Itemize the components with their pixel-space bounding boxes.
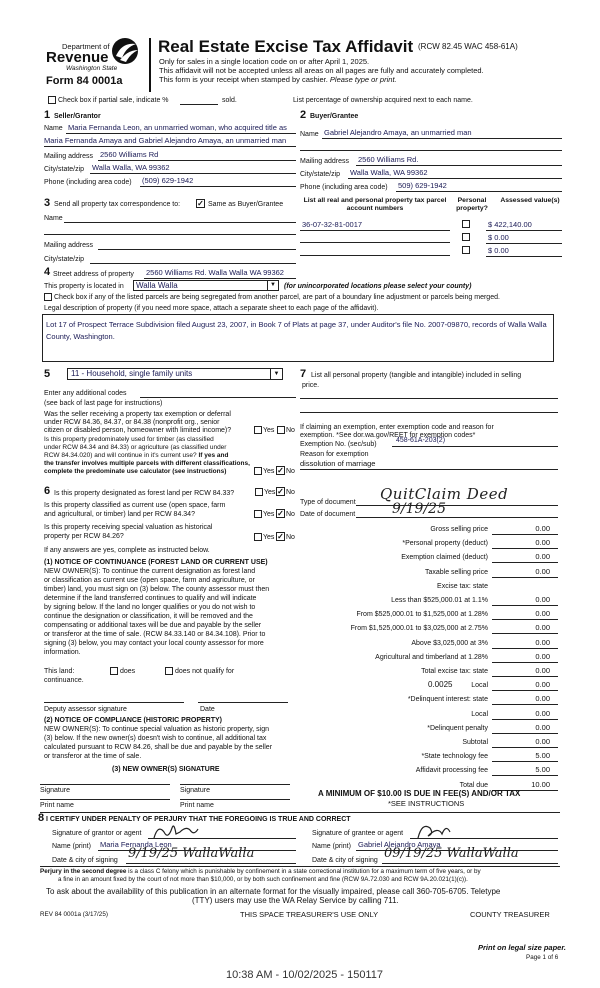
header-note-1: Only for sales in a single location code on or after April 1, 2025. [159, 57, 370, 66]
sec6-q2-no-checkbox[interactable]: ✓ [277, 509, 284, 518]
legal-paper-note: Print on legal size paper. [478, 943, 566, 952]
personal-property-line-2 [300, 412, 558, 413]
see-back-note: (see back of last page for instructions) [44, 400, 163, 407]
sec7-label-line2: price. [302, 382, 320, 389]
tax-row-value[interactable]: 0.00 [535, 595, 550, 604]
form-number: Form 84 0001a [46, 75, 123, 87]
does-label: does [120, 668, 136, 675]
sec6-q3-line1: Is this property receiving special valuation as historical [44, 524, 213, 531]
sec3-city-label: City/state/zip [44, 256, 85, 263]
owner-print-line-2 [180, 799, 290, 800]
dept-label: Department of [62, 42, 110, 51]
section-3-number: 3 [44, 197, 51, 209]
seller-phone-value[interactable]: (509) 629-1942 [142, 176, 194, 185]
tax-row-label: Above $3,025,000 at 3% [411, 639, 488, 647]
seller-name-label: Name [44, 125, 63, 132]
minimum-due-note: A MINIMUM OF $10.00 IS DUE IN FEE(S) AND/OR TAX [318, 789, 521, 798]
located-label: This property is located in [44, 283, 124, 290]
chevron-down-icon[interactable]: ▼ [267, 281, 278, 290]
does-not-qualify-checkbox[interactable] [165, 667, 173, 675]
section-2-number: 2 [300, 109, 307, 121]
deputy-sig-line [44, 702, 184, 703]
q2-bold-line3: complete the predominate use calculator (see instructions) [44, 468, 227, 475]
tax-row-label: Affidavit processing fee [415, 767, 488, 775]
deputy-date-label: Date [200, 706, 215, 713]
sec3-mailing-underline [98, 249, 296, 250]
tax-row-label: Taxable selling price [424, 568, 488, 576]
tax-row-value[interactable]: 0.00 [535, 524, 550, 533]
tax-row-label: Gross selling price [430, 526, 488, 533]
rcw-ref: (RCW 82.45 WAC 458-61A) [418, 42, 518, 51]
doc-type-underline [356, 505, 558, 506]
buyer-city-underline [348, 178, 562, 179]
tax-row-label: From $525,000.01 to $1,525,000 at 1.28% [356, 611, 488, 619]
seller-name-underline [66, 133, 296, 134]
tax-row-underline [492, 577, 558, 578]
street-underline [144, 278, 296, 279]
grantor-sig-label: Signature of grantor or agent [52, 830, 142, 837]
page-title: Real Estate Excise Tax Affidavit [158, 37, 414, 56]
section-7-number: 7 [300, 368, 307, 380]
tax-row-label: Local [471, 682, 488, 690]
sec6-q2-yes-label: Yes [263, 511, 275, 518]
notice1-line: continue the designation or classification, it will be removed and the [44, 613, 253, 620]
buyer-phone-underline [396, 191, 562, 192]
sec6-q3-no-label: No [286, 534, 295, 541]
sec6-q1-no-checkbox[interactable]: ✓ [277, 487, 284, 496]
q1-yes-label: Yes [263, 427, 275, 434]
tax-row-label: Less than $525,000.01 at 1.1% [391, 597, 488, 604]
notice1-line: signing (3) below, you may contact your local county assessor for more [44, 640, 264, 647]
tax-row-underline [492, 605, 558, 606]
tax-row-value[interactable]: 0.00 [535, 552, 550, 562]
buyer-name-label: Name [300, 131, 319, 138]
footer-rule [40, 866, 560, 867]
county-treasurer-label: COUNTY TREASURER [470, 910, 550, 919]
tax-row-label: Local [471, 710, 488, 718]
seller-name-line1[interactable]: Maria Fernanda Leon, an unmarried woman, who acquired title as [68, 123, 287, 132]
q2-yes-label: Yes [263, 468, 275, 475]
q2-bold-line2: the transfer involves multiple parcels with different classifications, [44, 460, 250, 467]
tax-row-value[interactable]: 0.00 [535, 651, 550, 661]
buyer-name-value[interactable]: Gabriel Alejandro Amaya, an unmarried man [324, 128, 472, 137]
section-5-number: 5 [44, 368, 51, 380]
continuance-label: continuance. [44, 677, 84, 684]
signature-label-2: Signature [180, 787, 210, 794]
timestamp-stamp: 10:38 AM - 10/02/2025 - 150117 [226, 969, 383, 981]
buyer-heading: Buyer/Grantee [310, 113, 359, 120]
section-8-rule [40, 812, 560, 813]
grantee-name-value[interactable]: Gabriel Alejandro Amaya [358, 840, 441, 849]
tax-row-label: Excise tax: state [437, 582, 488, 590]
grantee-sig-label: Signature of grantee or agent [312, 830, 404, 837]
seller-heading: Seller/Grantor [54, 113, 101, 120]
grantor-date-label: Date & city of signing [52, 857, 118, 864]
grantee-sig-underline [410, 838, 558, 839]
doc-date-value[interactable]: 9/19/25 [392, 501, 446, 517]
exemption-no-value[interactable]: 458-61A-203(2) [396, 437, 446, 444]
grantee-name-label: Name (print) [312, 843, 351, 850]
tax-row-value[interactable]: 5.00 [535, 751, 550, 761]
new-owner-signature-title: (3) NEW OWNER(S) SIGNATURE [112, 766, 220, 773]
street-value[interactable]: 2560 Williams Rd. Walla Walla WA 99362 [146, 268, 284, 277]
seller-mailing-underline [98, 160, 296, 161]
parcel-3-underline [300, 255, 450, 256]
buyer-name2-underline [300, 150, 562, 151]
chevron-down-icon[interactable]: ▼ [270, 369, 282, 379]
legal-description-label: Legal description of property (if you need more space, attach a separate sheet to each page of the affidavit). [44, 305, 379, 312]
tax-row-value[interactable]: 0.00 [535, 737, 550, 746]
sec6-q3-yes-label: Yes [263, 534, 275, 541]
tax-row-value[interactable]: 0.00 [535, 637, 550, 647]
exemption-no-label: Exemption No. (sec/sub) [300, 441, 377, 448]
sec6-q1-no-label: No [286, 489, 295, 496]
tax-row-underline [492, 648, 558, 649]
parcel-header-assessed: Assessed value(s) [500, 197, 560, 204]
exemption-intro-2: exemption. *See dor.wa.gov/REET for exemption codes* [300, 432, 476, 439]
additional-codes-underline [140, 397, 296, 398]
tax-row-label: Agricultural and timberland at 1.28% [375, 653, 488, 661]
section-4-number: 4 [44, 266, 51, 278]
tax-row-underline [492, 676, 558, 677]
located-note: (for unincorporated locations please select your county) [284, 283, 472, 290]
seller-mailing-label: Mailing address [44, 153, 94, 160]
header-divider [149, 38, 151, 92]
q1-line1: Was the seller receiving a property tax exemption or deferral [44, 411, 231, 418]
notice1-line: compensating or additional taxes will be due and payable by the seller [44, 622, 262, 629]
county-select[interactable] [133, 280, 279, 291]
tax-row-value[interactable]: 0.00 [535, 666, 550, 675]
legal-description-field[interactable]: Lot 17 of Prospect Terrace Subdivision filed August 23, 2007, in Book 7 of Plats at page 37, under Auditor's file No. 2007-09870, records of Walla Walla County, Washington. [42, 314, 554, 362]
tax-row-value[interactable]: 0.00 [535, 680, 550, 690]
q2-line3: RCW 84.34.020) and will continue in it's current use? If yes and [44, 452, 229, 459]
tax-row-value[interactable]: 0.00 [535, 623, 550, 633]
this-land-label: This land: [44, 668, 75, 675]
sec3-name2-underline [44, 234, 296, 235]
signature-label-1: Signature [40, 787, 70, 794]
tax-row-underline [492, 633, 558, 634]
notice1-line: or transferor at the time of sale. (RCW 84.33.140 or 84.34.108). Prior to [44, 631, 266, 638]
tax-row-underline [492, 662, 558, 663]
notice1-title: (1) NOTICE OF CONTINUANCE (FOREST LAND OR CURRENT USE) [44, 559, 268, 566]
grantee-date-underline [382, 863, 558, 864]
tax-row-value[interactable]: 0.00 [535, 609, 550, 619]
notice1-line: or classification as current use (open space, farm and agriculture, or [44, 577, 255, 584]
tax-row-value[interactable]: 10.00 [531, 779, 550, 789]
sec6-q3-line2: property per RCW 84.26? [44, 533, 124, 540]
sec6-q1-yes-checkbox[interactable] [255, 488, 263, 496]
local-rate[interactable]: 0.0025 [428, 680, 453, 689]
q1-no-checkbox[interactable] [277, 426, 285, 434]
parcel-number-1[interactable]: 36-07-32-81-0017 [302, 220, 363, 229]
tax-row-label: Exemption claimed (deduct) [401, 554, 488, 562]
buyer-mailing-label: Mailing address [300, 158, 350, 165]
tax-row-underline [492, 704, 558, 705]
sec6-q1-yes-label: Yes [264, 489, 276, 496]
seller-name-line2[interactable]: Maria Fernanda Amaya and Gabriel Alejandro Amaya, an unmarried man [44, 136, 287, 145]
grantor-sig-underline [148, 838, 296, 839]
tax-row-label: From $1,525,000.01 to $3,025,000 at 2.75% [350, 625, 488, 633]
county-selected-value: Walla Walla [136, 281, 178, 290]
doc-type-value[interactable]: QuitClaim Deed [380, 485, 509, 503]
doc-date-label: Date of document [300, 511, 356, 518]
tax-row-label: *Delinquent interest: state [407, 696, 488, 704]
print-name-label-2: Print name [180, 802, 214, 809]
grantee-date-label: Date & city of signing [312, 857, 378, 864]
doc-type-label: Type of document [300, 499, 356, 506]
tax-row-value[interactable]: 0.00 [535, 708, 550, 718]
sec6-if-yes: If any answers are yes, complete as instructed below. [44, 547, 210, 554]
tax-row-underline [492, 719, 558, 720]
tax-row-value[interactable]: 0.00 [535, 538, 550, 548]
q2-no-checkbox[interactable]: ✓ [277, 466, 284, 475]
partial-sold-label: sold. [222, 97, 237, 104]
seller-phone-label: Phone (including area code) [44, 179, 132, 186]
personal-property-checkbox-1[interactable] [462, 220, 470, 228]
tax-row-underline [492, 747, 558, 748]
grantor-name-value[interactable]: Maria Fernanda Leon [100, 840, 172, 849]
sec6-q3-yes-checkbox[interactable] [254, 533, 262, 541]
same-as-buyer-label: Same as Buyer/Grantee [208, 201, 284, 208]
tax-row-underline [492, 761, 558, 762]
section-8-number: 8 [38, 812, 45, 824]
tax-row-underline [492, 562, 558, 563]
seller-city-label: City/state/zip [44, 166, 85, 173]
treasurer-use-only: THIS SPACE TREASURER'S USE ONLY [240, 910, 379, 919]
sec3-label: Send all property tax correspondence to: [54, 201, 181, 208]
use-code-select[interactable] [67, 368, 283, 380]
sec6-q2-line1: Is this property classified as current use (open space, farm [44, 502, 226, 509]
q2-no-label: No [286, 468, 295, 475]
buyer-phone-value[interactable]: 509) 629-1942 [398, 181, 447, 190]
tax-row-underline [492, 619, 558, 620]
header-note-2: This affidavit will not be accepted unless all areas on all pages are fully and accurately completed. [159, 66, 484, 75]
does-qualify-checkbox[interactable] [110, 667, 118, 675]
reason-underline [300, 469, 558, 470]
sec3-name-underline [64, 222, 296, 223]
sec6-q2-line2: and agricultural, or timber) land per RCW 84.34? [44, 511, 195, 518]
sec6-q1: Is this property designated as forest land per RCW 84.33? [54, 490, 235, 497]
sec3-name-label: Name [44, 215, 63, 222]
parcel-value-2-underline [486, 243, 562, 244]
tax-row-underline [492, 548, 558, 549]
tax-row-underline [492, 534, 558, 535]
certify-statement: I CERTIFY UNDER PENALTY OF PERJURY THAT THE FOREGOING IS TRUE AND CORRECT [46, 816, 351, 823]
exemption-intro: If claiming an exemption, enter exemption code and reason for [300, 424, 494, 431]
deputy-signature-label: Deputy assessor signature [44, 706, 127, 713]
sec6-q2-no-label: No [286, 511, 295, 518]
owner-sig-line-2 [180, 784, 290, 785]
revenue-logo-text: Revenue [46, 49, 109, 66]
buyer-mailing-underline [356, 165, 562, 166]
list-pct-note: List percentage of ownership acquired next to each name. [293, 97, 473, 104]
q1-yes-checkbox[interactable] [254, 426, 262, 434]
parcel-value-1[interactable]: $ 422,140.00 [488, 220, 532, 229]
segregated-checkbox[interactable] [44, 293, 52, 301]
segregated-label: Check box if any of the listed parcels are being segregated from another parcel, are part of a boundary line adjustment or parcels being merged. [54, 294, 500, 301]
partial-pct-line [180, 104, 218, 105]
owner-print-line-1 [40, 799, 170, 800]
grantor-date-value[interactable]: 9/19/25 WallaWalla [128, 846, 255, 861]
parcel-value-3-underline [486, 256, 562, 257]
grantee-date-value[interactable]: 09/19/25 WallaWalla [384, 846, 519, 861]
tax-row-label: Total due [459, 781, 488, 789]
sec6-q2-yes-checkbox[interactable] [254, 510, 262, 518]
notice2-line: or transferor at the time of sale. [44, 753, 142, 760]
perjury-line2: a fine in an amount fixed by the court of not more than $10,000, or by both such confinement and fine (RCW 9A.72.030 and RCW 9A.20.021(1)(c)). [58, 876, 468, 883]
owner-sig-line-1 [40, 784, 170, 785]
alternate-format-line1: To ask about the availability of this publication in an alternate format for the visually impaired, please call 360-705-6705. Teletype [46, 887, 501, 896]
tax-row-label: *State technology fee [421, 753, 488, 761]
tax-row-value[interactable]: 0.00 [535, 722, 550, 732]
tax-row-label: Total excise tax: state [421, 668, 488, 675]
grantor-name-label: Name (print) [52, 843, 91, 850]
doc-date-underline [356, 517, 558, 518]
buyer-name-underline [322, 138, 562, 139]
street-label: Street address of property [53, 271, 134, 278]
tax-row-underline [492, 733, 558, 734]
reason-label: Reason for exemption [300, 451, 369, 458]
notice1-line: information. [44, 649, 81, 656]
tax-row-value[interactable]: 0.00 [535, 694, 550, 704]
personal-property-checkbox-3[interactable] [462, 246, 470, 254]
notice1-line: determine if the land transferred continues to qualify and will indicate [44, 595, 257, 602]
partial-sale-label: Check box if partial sale, indicate % [58, 97, 169, 104]
q2-yes-checkbox[interactable] [254, 467, 262, 475]
seller-name2-underline [44, 146, 296, 147]
buyer-city-label: City/state/zip [300, 171, 341, 178]
sec3-mailing-label: Mailing address [44, 242, 94, 249]
q1-no-label: No [286, 427, 295, 434]
sec7-label-line1: List all personal property (tangible and intangible) included in selling [311, 372, 522, 379]
tax-row-label: Subtotal [462, 739, 488, 746]
parcel-value-1-underline [486, 230, 562, 231]
revision-label: REV 84 0001a (3/17/25) [40, 911, 108, 918]
grantor-date-underline [126, 863, 296, 864]
tax-row-label: *Delinquent penalty [427, 724, 488, 732]
q2-line1: Is this property predominately used for timber (as classified [44, 436, 214, 443]
seller-phone-underline [140, 186, 296, 187]
personal-property-line-1 [300, 398, 558, 399]
sec6-q3-no-checkbox[interactable]: ✓ [277, 532, 284, 541]
tax-row-underline [492, 775, 558, 776]
see-instructions-note: *SEE INSTRUCTIONS [388, 799, 465, 808]
does-not-label: does not qualify for [175, 668, 235, 675]
parcel-value-2[interactable]: $ 0.00 [488, 233, 509, 242]
q2-line2: under RCW 84.34 and 84.33) or agriculture (as classified under [44, 444, 227, 451]
section-1-number: 1 [44, 109, 51, 121]
state-label: Washington State [66, 65, 118, 72]
seller-mailing-value[interactable]: 2560 Williams Rd [100, 150, 159, 159]
exemption-no-underline [392, 446, 558, 447]
tax-row-value[interactable]: 5.00 [535, 765, 550, 775]
sec3-city-underline [90, 263, 296, 264]
reason-value[interactable]: dissolution of marriage [300, 459, 376, 468]
notice1-line: by signing below. If the land no longer qualifies or you do not wish to [44, 604, 256, 611]
q1-line2: under RCW 84.36, 84.37, or 84.38 (nonprofit org., senior [44, 419, 220, 426]
partial-sale-checkbox[interactable] [48, 96, 56, 104]
buyer-city-value[interactable]: Walla Walla, WA 99362 [350, 168, 428, 177]
tax-row-value[interactable]: 0.00 [535, 566, 550, 576]
notice2-line: calculated pursuant to RCW 84.26, shall be due and payable by the seller [44, 744, 273, 751]
seller-city-underline [90, 173, 296, 174]
perjury-line1: Perjury in the second degree is a class C felony which is punishable by confinement in a state correctional institution for a maximum term of five years, or by [40, 868, 481, 875]
seller-city-value[interactable]: Walla Walla, WA 99362 [92, 163, 170, 172]
buyer-mailing-value[interactable]: 2560 Williams Rd. [358, 155, 419, 164]
same-as-buyer-checkbox[interactable]: ✓ [197, 199, 204, 208]
section-6-number: 6 [44, 485, 51, 497]
parcel-1-underline [300, 230, 450, 231]
q1-line3: citizen or disabled person, homeowner with limited income)? [44, 427, 232, 434]
print-name-label-1: Print name [40, 802, 74, 809]
notice2-line: (3) below. If the new owner(s) doesn't wish to continue, all additional tax [44, 735, 267, 742]
header-note-3: This form is your receipt when stamped by cashier. Please type or print. [159, 75, 397, 84]
parcel-2-underline [300, 242, 450, 243]
personal-property-checkbox-2[interactable] [462, 233, 470, 241]
tax-row-underline [492, 690, 558, 691]
use-code-value: 11 - Household, single family units [71, 369, 193, 378]
notice1-line: NEW OWNER(S): To continue the current designation as forest land [44, 568, 256, 575]
notice2-line: NEW OWNER(S): To continue special valuation as historic property, sign [44, 726, 269, 733]
parcel-value-3[interactable]: $ 0.00 [488, 246, 509, 255]
notice1-line: timber) land, you must sign on (3) below. The county assessor must then [44, 586, 270, 593]
dor-logo-icon [108, 36, 142, 66]
parcel-header-list: List all real and personal property tax parcel account numbers [303, 197, 447, 213]
deputy-date-line [198, 702, 288, 703]
tax-row-label: *Personal property (deduct) [402, 540, 488, 548]
parcel-header-personal: Personal property? [456, 197, 488, 213]
buyer-phone-label: Phone (including area code) [300, 184, 388, 191]
notice2-title: (2) NOTICE OF COMPLIANCE (HISTORIC PROPERTY) [44, 717, 222, 724]
alternate-format-line2: (TTY) users may use the WA Relay Service by calling 711. [192, 896, 399, 905]
additional-codes-label: Enter any additional codes [44, 390, 127, 397]
page-number: Page 1 of 6 [526, 954, 559, 961]
